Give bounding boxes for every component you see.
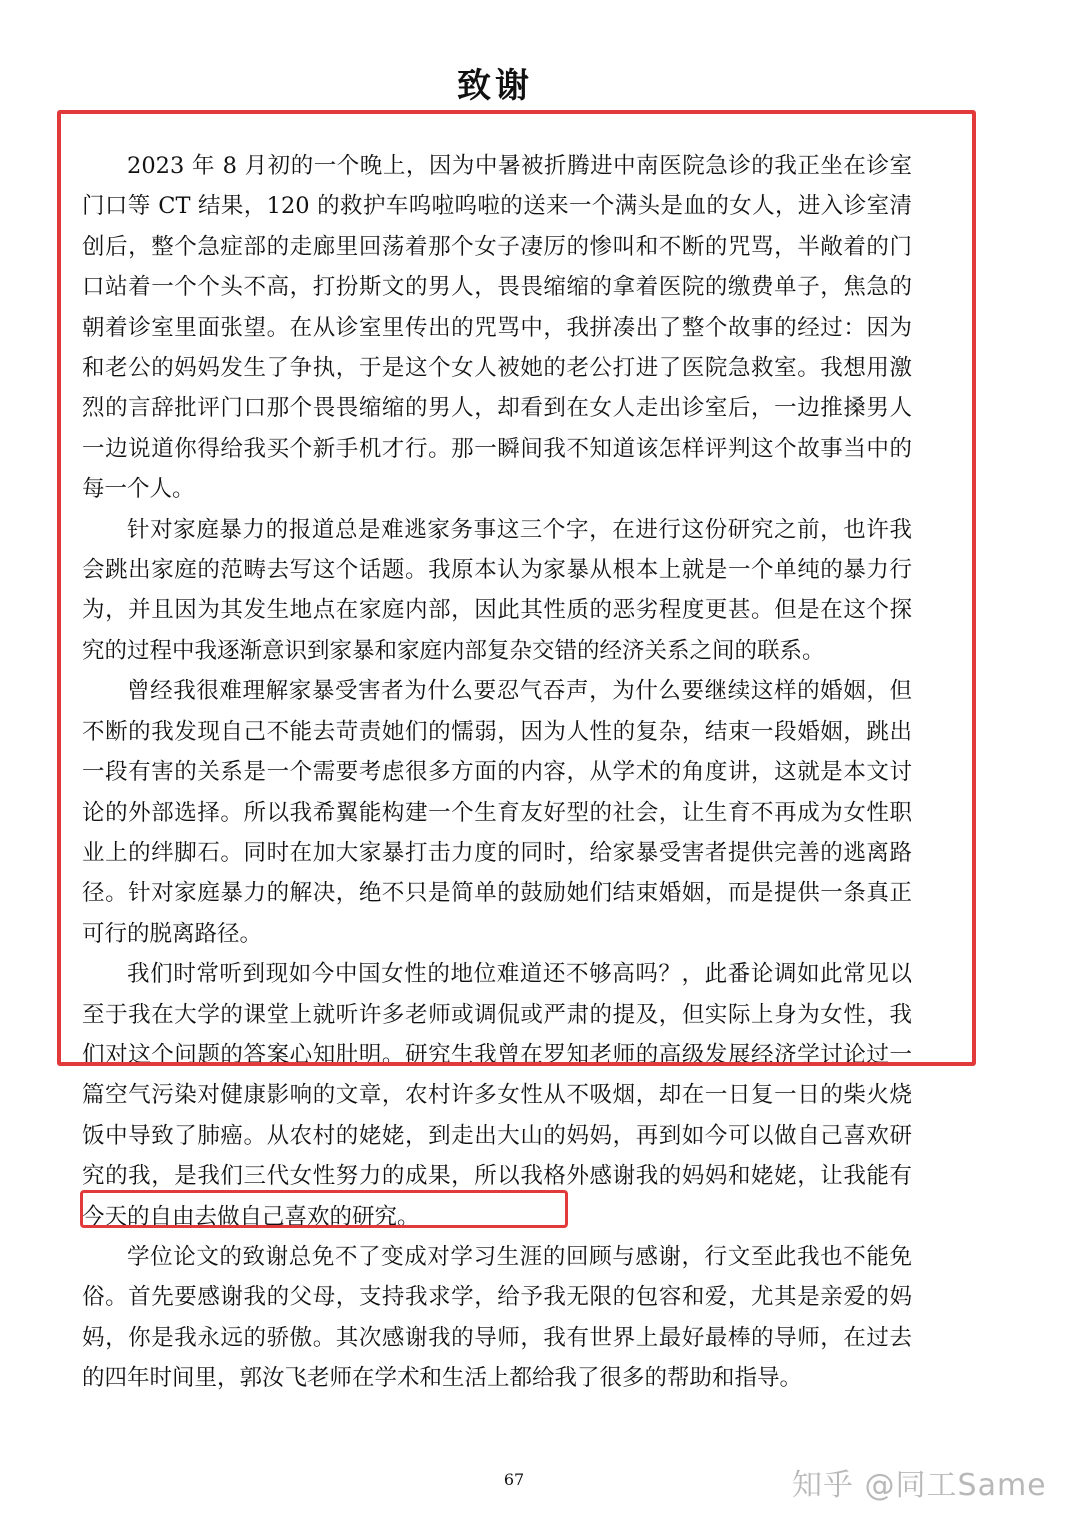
paragraph-1: 2023 年 8 月初的一个晚上，因为中暑被折腾进中南医院急诊的我正坐在诊室门口等 CT 结果，120 的救护车呜啦呜啦的送来一个满头是血的女人，进入诊室清创后，整个急症部的走廊里回荡着那个女子凄厉的惨叫和不断的咒骂，半敞着的门口站着一个个头不高，打扮斯文的男人，畏畏缩缩的拿着医院的缴费单子，焦急的朝着诊室里面张望。在从诊室里传出的咒骂中，我拼凑出了整个故事的经过：因为和老公的妈妈发生了争执，于是这个女人被她的老公打进了医院急救室。我想用激烈的言辞批评门口那个畏畏缩缩的男人，却看到在女人走出诊室后，一边推搡男人一边说道你得给我买个新手机才行。那一瞬间我不知道该怎样评判这个故事当中的每一个人。 [82, 153, 912, 503]
acknowledgement-body [82, 146, 912, 1399]
paragraph-5: 学位论文的致谢总免不了变成对学习生涯的回顾与感谢，行文至此我也不能免俗。首先要感谢我的父母，支持我求学，给予我无限的包容和爱，尤其是亲爱的妈妈，你是我永远的骄傲。其次感谢我的导师，我有世界上最好最棒的导师，在过去的四年时间里，郭汝飞老师在学术和生活上都给我了很多的帮助和指导。 [82, 1243, 912, 1392]
paragraph-4: 我们时常听到现如今中国女性的地位难道还不够高吗？，此番论调如此常见以至于我在大学的课堂上就听许多老师或调侃或严肃的提及，但实际上身为女性，我们对这个问题的答案心知肚明。研究生我曾在罗知老师的高级发展经济学讨论过一篇空气污染对健康影响的文章，农村许多女性从不吸烟，却在一日复一日的柴火烧饭中导致了肺癌。从农村的姥姥，到走出大山的妈妈，再到如今可以做自己喜欢研究的我，是我们三代女性努力的成果，所以我格外感谢我的妈妈和姥姥，让我能有今天的自由去做自己喜欢的研究。 [82, 961, 912, 1230]
page-number: 67 [503, 1470, 525, 1489]
paragraph-3: 曾经我很难理解家暴受害者为什么要忍气吞声，为什么要继续这样的婚姻，但不断的我发现自己不能去苛责她们的懦弱，因为人性的复杂，结束一段婚姻，跳出一段有害的关系是一个需要考虑很多方面的内容，从学术的角度讲，这就是本文讨论的外部选择。所以我希翼能构建一个生育友好型的社会，让生育不再成为女性职业上的绊脚石。同时在加大家暴打击力度的同时，给家暴受害者提供完善的逃离路径。针对家庭暴力的解决，绝不只是简单的鼓励她们结束婚姻，而是提供一条真正可行的脱离路径。 [82, 678, 912, 947]
paragraph-2: 针对家庭暴力的报道总是难逃家务事这三个字，在进行这份研究之前，也许我会跳出家庭的范畴去写这个话题。我原本认为家暴从根本上就是一个单纯的暴力行为，并且因为其发生地点在家庭内部，因此其性质的恶劣程度更甚。但是在这个探究的过程中我逐渐意识到家暴和家庭内部复杂交错的经济关系之间的联系。 [82, 516, 912, 664]
page-title: 致谢 [457, 66, 533, 106]
zhihu-watermark: 知乎 @同工Same [792, 1468, 1047, 1503]
